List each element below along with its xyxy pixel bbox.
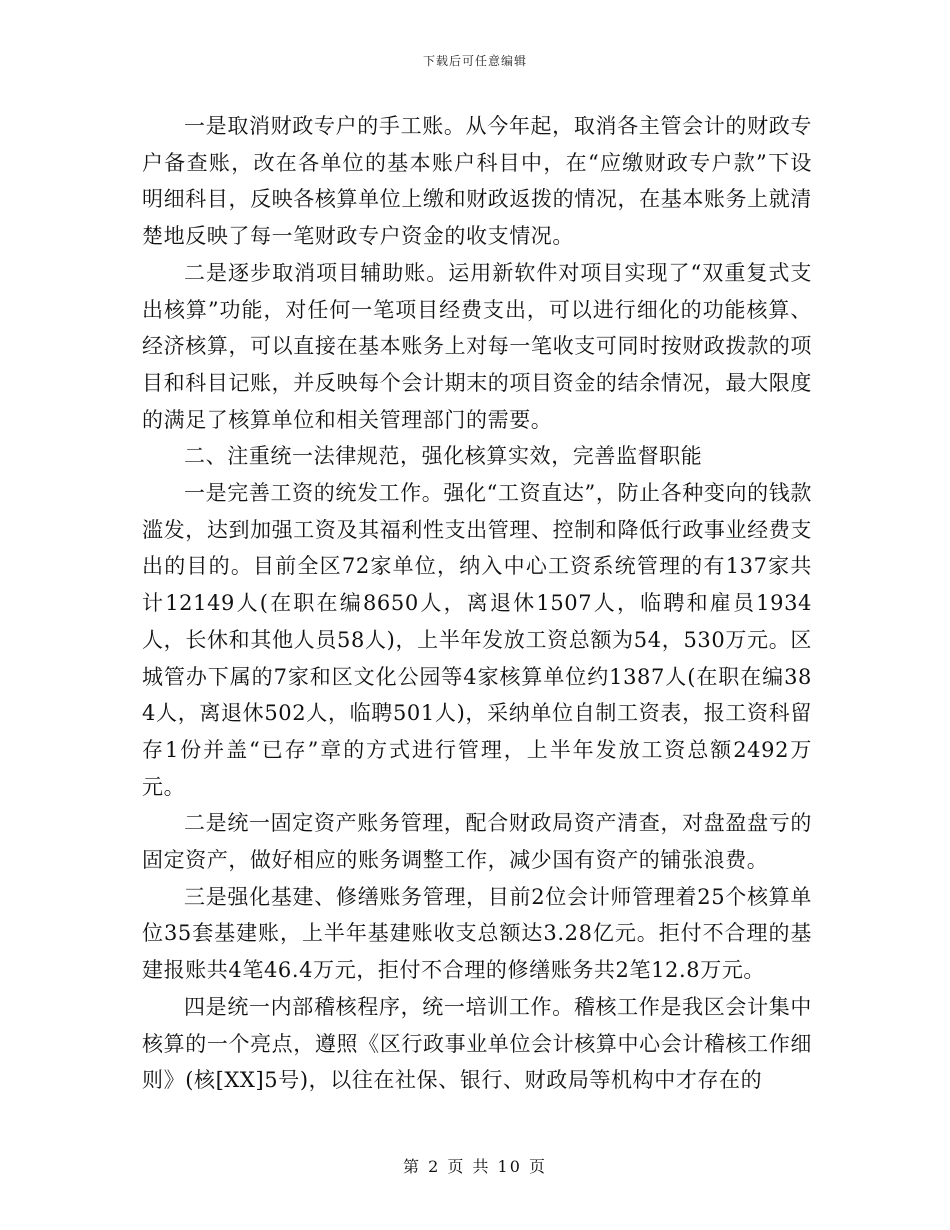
paragraph: 一是完善工资的统发工作。强化“工资直达”，防止各种变向的钱款滥发，达到加强工资及其福利性支出管理、控制和降低行政事业经费支出的目的。目前全区72家单位，纳入中心工资系统管理的有137家共计12149人(在职在编8650人，离退休1507人，临聘和雇员1934人，长休和其他人员58人)，上半年发放工资总额为54，530万元。区城管办下属的7家和区文化公园等4家核算单位约1387人(在职在编384人，离退休502人，临聘501人)，采纳单位自制工资表，报工资科留存1份并盖“已存”章的方式进行管理，上半年发放工资总额2492万元。 [142, 481, 812, 799]
header-note: 下载后可任意编辑 [422, 54, 527, 68]
document-body [142, 108, 812, 1099]
paragraph: 四是统一内部稽核程序，统一培训工作。稽核工作是我区会计集中核算的一个亮点，遵照《区行政事业单位会计核算中心会计稽核工作细则》(核[XX]5号)，以往在社保、银行、财政局等机构中才存在的 [142, 994, 812, 1093]
section-heading: 二、注重统一法律规范，强化核算实效，完善监督职能 [184, 444, 703, 469]
page-number: 第 2 页 共 10 页 [403, 1157, 547, 1176]
paragraph: 二是统一固定资产账务管理，配合财政局资产清查，对盘盈盘亏的固定资产，做好相应的账务调整工作，减少国有资产的铺张浪费。 [142, 811, 812, 873]
paragraph: 二是逐步取消项目辅助账。运用新软件对项目实现了“双重复式支出核算”功能，对任何一笔项目经费支出，可以进行细化的功能核算、经济核算，可以直接在基本账务上对每一笔收支可同时按财政拨款的项目和科目记账，并反映每个会计期末的项目资金的结余情况，最大限度的满足了核算单位和相关管理部门的需要。 [142, 260, 812, 432]
paragraph: 一是取消财政专户的手工账。从今年起，取消各主管会计的财政专户备查账，改在各单位的基本账户科目中，在“应缴财政专户款”下设明细科目，反映各核算单位上缴和财政返拨的情况，在基本账务上就清楚地反映了每一笔财政专户资金的收支情况。 [142, 114, 812, 249]
paragraph: 三是强化基建、修缮账务管理，目前2位会计师管理着25个核算单位35套基建账，上半年基建账收支总额达3.28亿元。拒付不合理的基建报账共4笔46.4万元，拒付不合理的修缮账务共2笔12.8万元。 [142, 884, 812, 983]
